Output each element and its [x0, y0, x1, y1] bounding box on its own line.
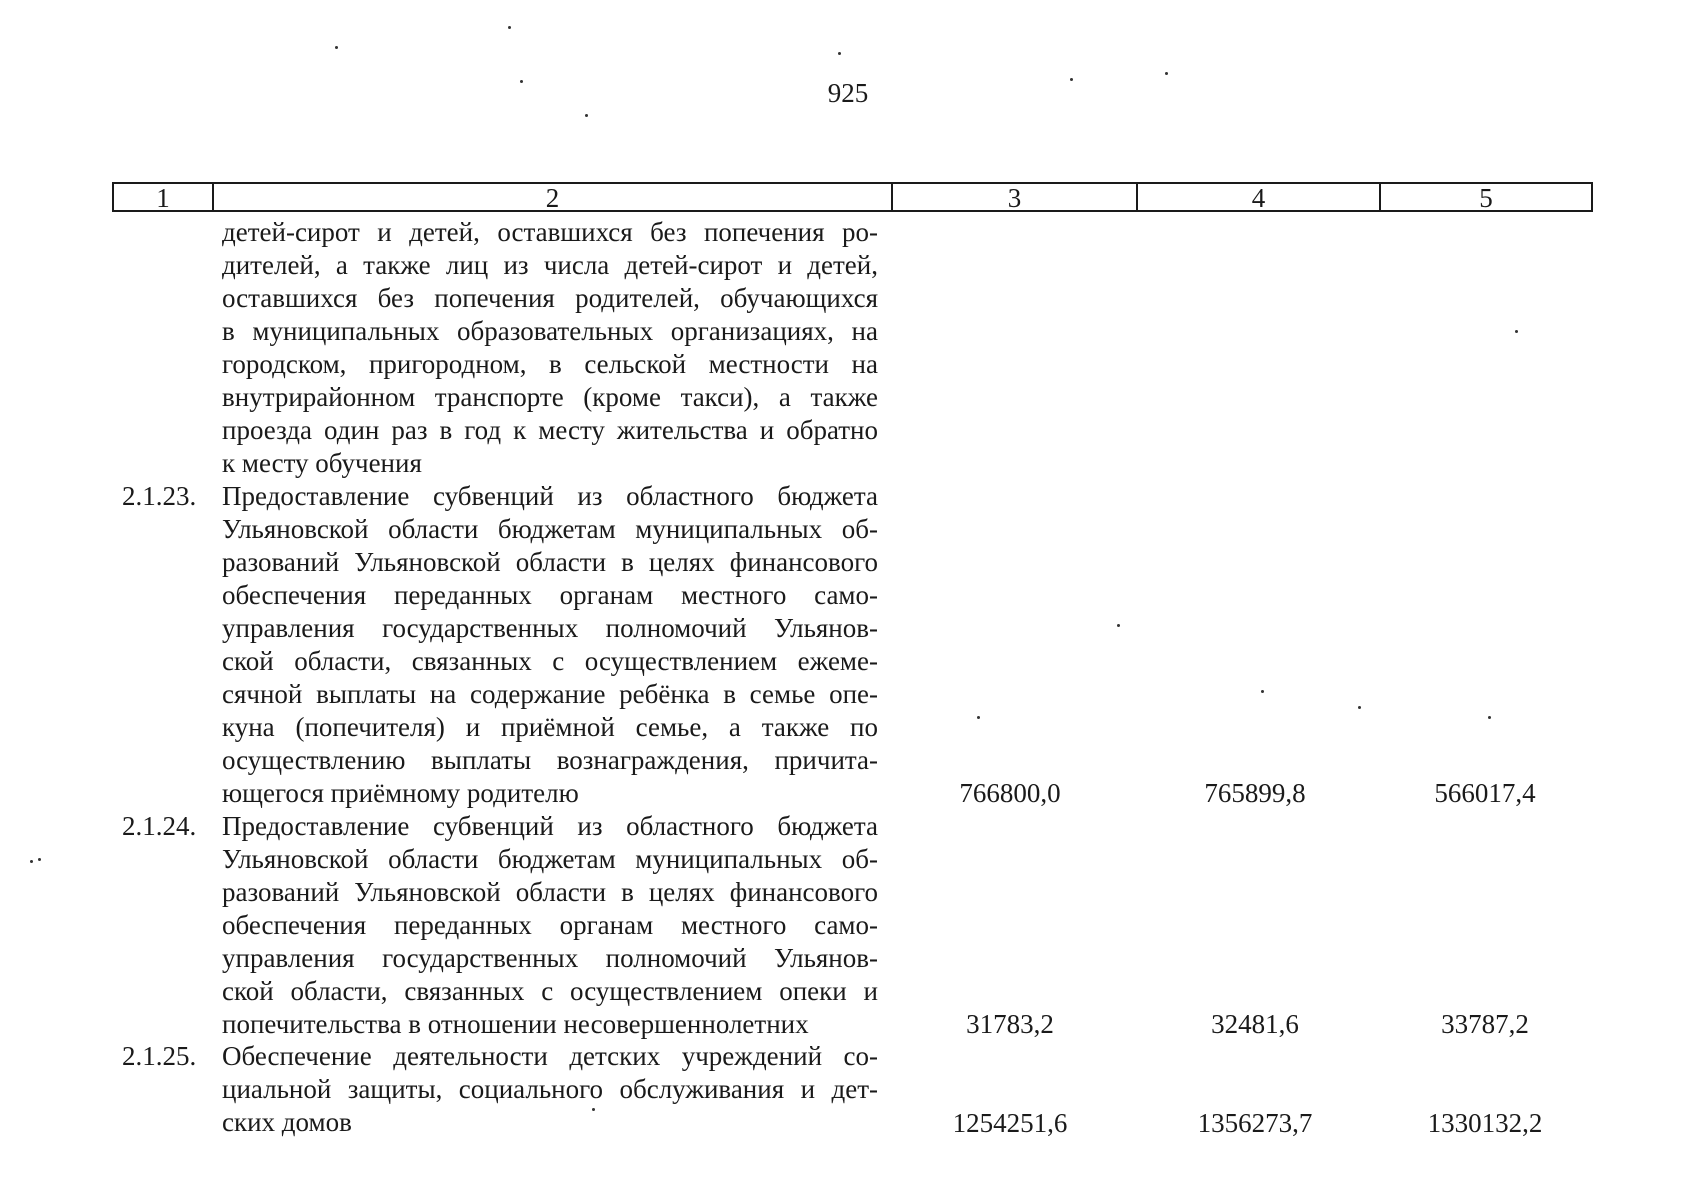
value-col5: 33787,2 — [1441, 1009, 1529, 1039]
text-line: проезда один раз в год к месту жительства и обратно — [222, 415, 878, 445]
row-number: 2.1.25. — [122, 1041, 197, 1071]
row-description — [222, 1040, 878, 1139]
text-line: управления государственных полномочий Ульянов- — [222, 943, 878, 973]
text-line: разований Ульяновской области в целях финансового — [222, 877, 878, 907]
scan-speck — [1261, 690, 1264, 693]
scan-speck — [592, 1108, 595, 1111]
text-line: ских домов — [222, 1107, 352, 1137]
column-header-1: 1 — [114, 184, 214, 210]
column-header-row — [112, 182, 1593, 212]
text-line: Ульяновской области бюджетам муниципальных об- — [222, 844, 878, 874]
column-header-3: 3 — [893, 184, 1138, 210]
scan-speck — [1358, 706, 1361, 709]
scan-speck — [38, 858, 41, 861]
scan-speck — [585, 114, 588, 117]
text-line: Предоставление субвенций из областного бюджета — [222, 481, 878, 511]
text-line: к месту обучения — [222, 448, 422, 478]
scan-speck — [1488, 716, 1491, 719]
text-line: Ульяновской области бюджетам муниципальных об- — [222, 514, 878, 544]
value-col4: 32481,6 — [1211, 1009, 1299, 1039]
text-line: Обеспечение деятельности детских учреждений со- — [222, 1041, 878, 1071]
scan-speck — [30, 860, 33, 863]
value-col4: 765899,8 — [1204, 778, 1306, 808]
text-line: ской области, связанных с осуществлением опеки и — [222, 976, 878, 1006]
text-line: обеспечения переданных органам местного само- — [222, 580, 878, 610]
scan-speck — [977, 716, 980, 719]
text-line: ющегося приёмному родителю — [222, 778, 579, 808]
value-col4: 1356273,7 — [1197, 1108, 1313, 1138]
scan-speck — [335, 46, 338, 49]
row-description — [222, 810, 878, 1041]
text-line: попечительства в отношении несовершеннолетних — [222, 1009, 809, 1039]
text-line: циальной защиты, социального обслуживания и дет- — [222, 1074, 878, 1104]
text-line: обеспечения переданных органам местного само- — [222, 910, 878, 940]
value-col5: 566017,4 — [1434, 778, 1536, 808]
row-number: 2.1.24. — [122, 811, 197, 841]
text-line: в муниципальных образовательных организациях, на — [222, 316, 878, 346]
scan-speck — [1117, 624, 1120, 627]
continuation-text — [222, 216, 878, 480]
value-col3: 31783,2 — [966, 1009, 1054, 1039]
text-line: сячной выплаты на содержание ребёнка в семье опе- — [222, 679, 878, 709]
text-line: управления государственных полномочий Ульянов- — [222, 613, 878, 643]
scan-speck — [1165, 72, 1168, 75]
text-line: Предоставление субвенций из областного бюджета — [222, 811, 878, 841]
text-line: осуществлению выплаты вознаграждения, причита- — [222, 745, 878, 775]
scan-speck — [520, 80, 523, 83]
text-line: куна (попечителя) и приёмной семье, а также по — [222, 712, 878, 742]
text-line: городском, пригородном, в сельской местности на — [222, 349, 878, 379]
row-number: 2.1.23. — [122, 481, 197, 511]
value-col3: 766800,0 — [959, 778, 1061, 808]
text-line: оставшихся без попечения родителей, обучающихся — [222, 283, 878, 313]
text-line: ской области, связанных с осуществлением ежеме- — [222, 646, 878, 676]
text-line: внутрирайонном транспорте (кроме такси), а также — [222, 382, 878, 412]
column-header-4: 4 — [1138, 184, 1381, 210]
scan-speck — [508, 26, 511, 29]
text-line: разований Ульяновской области в целях финансового — [222, 547, 878, 577]
value-col3: 1254251,6 — [952, 1108, 1068, 1138]
value-col5: 1330132,2 — [1427, 1108, 1543, 1138]
text-line: дителей, а также лиц из числа детей-сирот и детей, — [222, 250, 878, 280]
column-header-2: 2 — [214, 184, 893, 210]
scan-speck — [838, 52, 841, 55]
scan-speck — [1515, 330, 1518, 333]
text-line: детей-сирот и детей, оставшихся без попечения ро- — [222, 217, 878, 247]
column-header-5: 5 — [1479, 183, 1493, 213]
page-number: 925 — [827, 78, 869, 108]
scan-speck — [1070, 78, 1073, 81]
row-description — [222, 480, 878, 810]
